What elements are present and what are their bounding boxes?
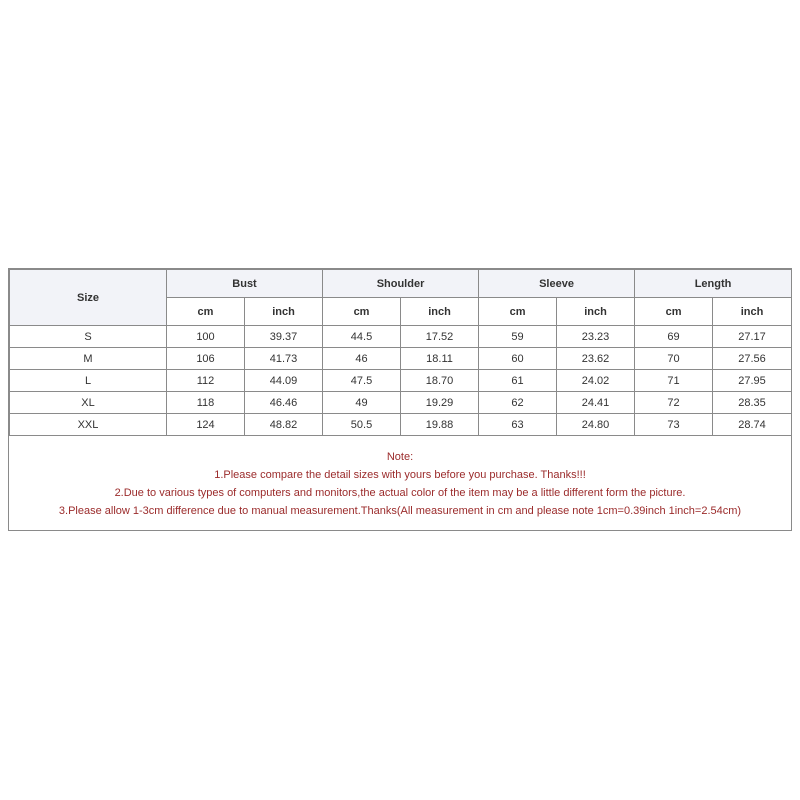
table-cell: 62 xyxy=(479,392,557,414)
table-cell: 70 xyxy=(635,348,713,370)
table-cell: 100 xyxy=(167,326,245,348)
table-cell: 44.5 xyxy=(323,326,401,348)
unit-header: cm xyxy=(479,298,557,326)
unit-header: inch xyxy=(713,298,792,326)
table-cell: 44.09 xyxy=(245,370,323,392)
table-cell: 71 xyxy=(635,370,713,392)
notes-section xyxy=(9,436,791,520)
table-cell: 27.95 xyxy=(713,370,792,392)
note-line: 1.Please compare the detail sizes with yours before you purchase. Thanks!!! xyxy=(214,469,586,481)
unit-header: inch xyxy=(245,298,323,326)
table-row xyxy=(10,414,792,436)
size-cell: S xyxy=(10,326,167,348)
size-table xyxy=(9,269,792,436)
group-header-shoulder: Shoulder xyxy=(323,270,479,298)
table-cell: 60 xyxy=(479,348,557,370)
note-line: 2.Due to various types of computers and monitors,the actual color of the item may be a little different form the picture. xyxy=(114,487,686,499)
table-cell: 46.46 xyxy=(245,392,323,414)
table-cell: 39.37 xyxy=(245,326,323,348)
size-column-header: Size xyxy=(10,270,167,326)
table-cell: 27.56 xyxy=(713,348,792,370)
unit-header: inch xyxy=(401,298,479,326)
unit-header: cm xyxy=(167,298,245,326)
table-cell: 17.52 xyxy=(401,326,479,348)
table-cell: 118 xyxy=(167,392,245,414)
table-cell: 24.02 xyxy=(557,370,635,392)
table-cell: 28.74 xyxy=(713,414,792,436)
table-cell: 73 xyxy=(635,414,713,436)
group-header-length: Length xyxy=(635,270,792,298)
table-cell: 23.23 xyxy=(557,326,635,348)
table-cell: 124 xyxy=(167,414,245,436)
table-row xyxy=(10,370,792,392)
size-chart xyxy=(8,268,792,531)
table-cell: 28.35 xyxy=(713,392,792,414)
group-header-bust: Bust xyxy=(167,270,323,298)
table-cell: 23.62 xyxy=(557,348,635,370)
table-cell: 48.82 xyxy=(245,414,323,436)
table-cell: 50.5 xyxy=(323,414,401,436)
note-line: 3.Please allow 1-3cm difference due to manual measurement.Thanks(All measurement in cm and please note 1cm=0.39inch 1inch=2.54cm) xyxy=(58,505,742,517)
table-cell: 63 xyxy=(479,414,557,436)
table-cell: 24.41 xyxy=(557,392,635,414)
table-cell: 112 xyxy=(167,370,245,392)
table-cell: 41.73 xyxy=(245,348,323,370)
table-cell: 19.88 xyxy=(401,414,479,436)
table-cell: 106 xyxy=(167,348,245,370)
group-header-row xyxy=(10,270,792,298)
table-cell: 19.29 xyxy=(401,392,479,414)
notes-title: Note: xyxy=(386,451,414,463)
table-row xyxy=(10,348,792,370)
group-header-sleeve: Sleeve xyxy=(479,270,635,298)
table-row xyxy=(10,392,792,414)
unit-header: cm xyxy=(323,298,401,326)
table-cell: 18.11 xyxy=(401,348,479,370)
table-cell: 59 xyxy=(479,326,557,348)
size-cell: L xyxy=(10,370,167,392)
table-cell: 27.17 xyxy=(713,326,792,348)
size-cell: M xyxy=(10,348,167,370)
size-cell: XXL xyxy=(10,414,167,436)
unit-header: inch xyxy=(557,298,635,326)
table-cell: 61 xyxy=(479,370,557,392)
size-cell: XL xyxy=(10,392,167,414)
table-cell: 69 xyxy=(635,326,713,348)
table-cell: 49 xyxy=(323,392,401,414)
table-cell: 72 xyxy=(635,392,713,414)
unit-header: cm xyxy=(635,298,713,326)
table-row xyxy=(10,326,792,348)
table-cell: 24.80 xyxy=(557,414,635,436)
table-cell: 18.70 xyxy=(401,370,479,392)
table-cell: 46 xyxy=(323,348,401,370)
table-cell: 47.5 xyxy=(323,370,401,392)
